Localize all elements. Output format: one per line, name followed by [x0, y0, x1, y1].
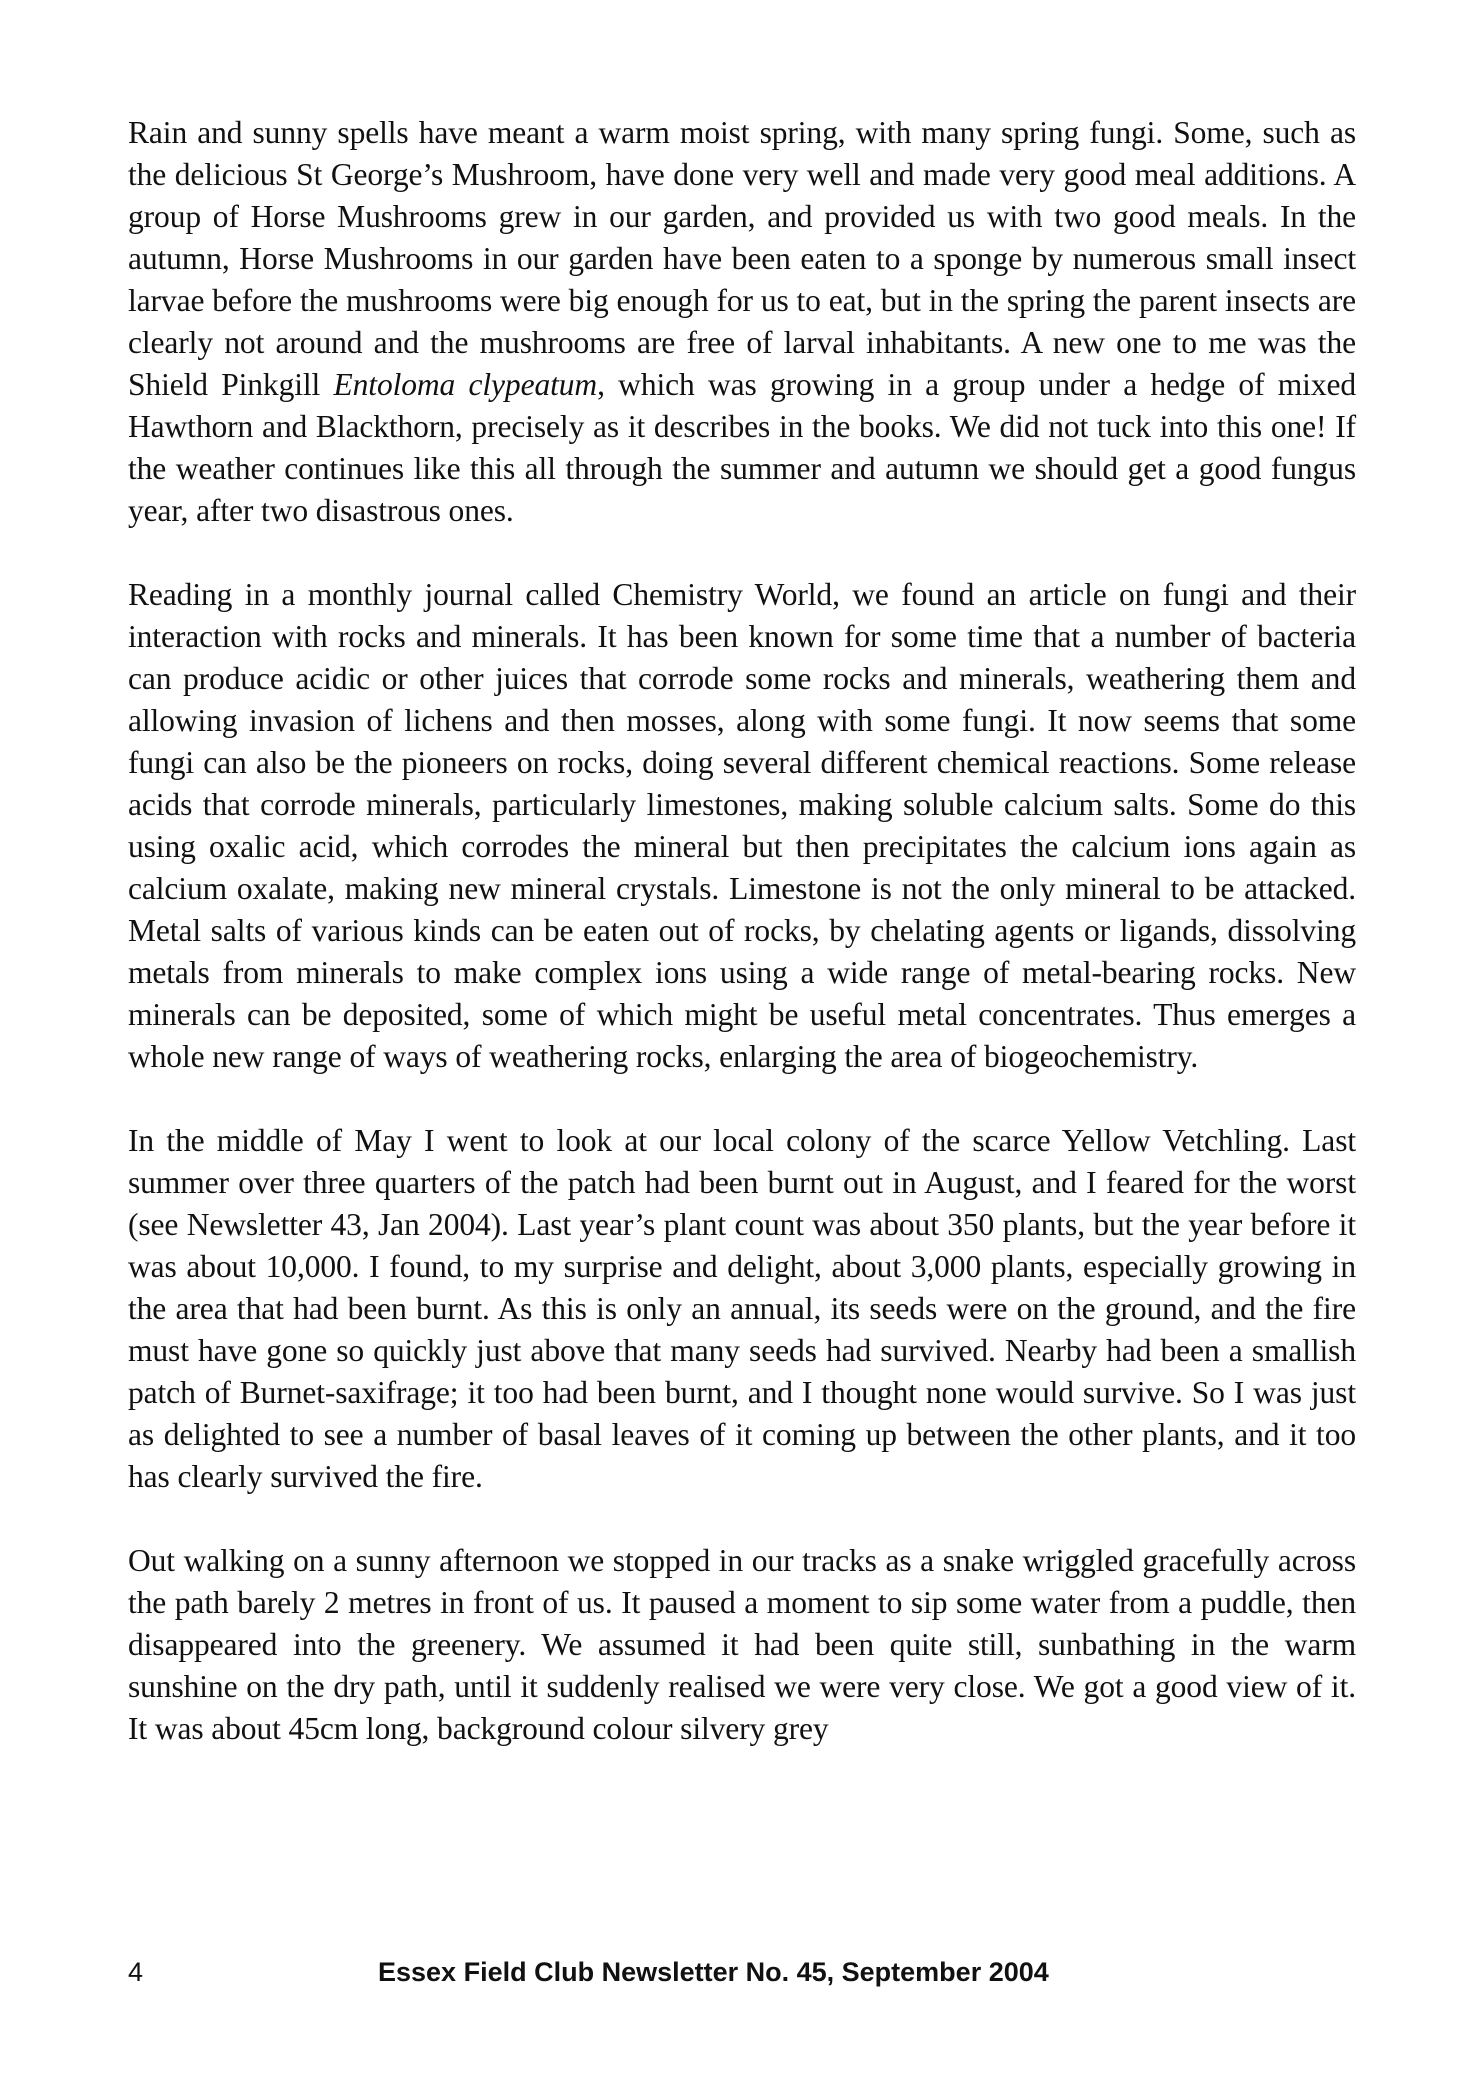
paragraph-text: , which was growing in a group under a hedge of mixed Hawthorn and Blackthorn, precisely as it describes in the books. We did not tuck into this one! If the weather continues like this all through the summer and autumn we should get a good fungus year, after two disastrous ones. [128, 367, 1357, 528]
article-body [128, 112, 1356, 1792]
paragraph-chemistry-world: Reading in a monthly journal called Chemistry World, we found an article on fungi and their interaction with rocks and minerals. It has been known for some time that a number of bacteria can produce acidic or other juices that corrode some rocks and minerals, weathering them and allowing invasion of lichens and then mosses, along with some fungi. It now seems that some fungi can also be the pioneers on rocks, doing several different chemical reactions. Some release acids that corrode minerals, particularly limestones, making soluble calcium salts. Some do this using oxalic acid, which corrodes the mineral but then precipitates the calcium ions again as calcium oxalate, making new mineral crystals. Limestone is not the only mineral to be attacked. Metal salts of various kinds can be eaten out of rocks, by chelating agents or ligands, dissolving metals from minerals to make complex ions using a wide range of metal-bearing rocks. New minerals can be deposited, some of which might be useful metal concentrates. Thus emerges a whole new range of ways of weathering rocks, enlarging the area of biogeochemistry. [128, 577, 1356, 1074]
page-number: 4 [128, 1957, 144, 1987]
paragraph-yellow-vetchling: In the middle of May I went to look at our local colony of the scarce Yellow Vetchling. Last summer over three quarters of the patch had been burnt out in August, and I feared for the worst (see Newsletter 43, Jan 2004). Last year’s plant count was about 350 plants, but the year before it was about 10,000. I found, to my surprise and delight, about 3,000 plants, especially growing in the area that had been burnt. As this is only an annual, its seeds were on the ground, and the fire must have gone so quickly just above that many seeds had survived. Nearby had been a smallish patch of Burnet-saxifrage; it too had been burnt, and I thought none would survive. So I was just as delighted to see a number of basal leaves of it coming up between the other plants, and it too has clearly survived the fire. [128, 1123, 1356, 1494]
species-name-italic: Entoloma clypeatum [333, 367, 598, 402]
newsletter-title: Essex Field Club Newsletter No. 45, September 2004 [378, 1957, 1049, 1987]
paragraph-spring-fungi [128, 112, 1356, 532]
page-footer [128, 1952, 1356, 1992]
paragraph-text: Rain and sunny spells have meant a warm moist spring, with many spring fungi. Some, such as the delicious St George’s Mushroom, have done very well and made very good meal additions. A group of Horse Mushrooms grew in our garden, and provided us with two good meals. In the autumn, Horse Mushrooms in our garden have been eaten to a sponge by numerous small insect larvae before the mushrooms were big enough for us to eat, but in the spring the parent insects are clearly not around and the mushrooms are free of larval inhabitants. A new one to me was the Shield Pinkgill [128, 115, 1356, 402]
paragraph-snake: Out walking on a sunny afternoon we stopped in our tracks as a snake wriggled gracefully across the path barely 2 metres in front of us. It paused a moment to sip some water from a puddle, then disappeared into the greenery. We assumed it had been quite still, sunbathing in the warm sunshine on the dry path, until it suddenly realised we were very close. We got a good view of it. It was about 45cm long, background colour silvery grey [128, 1543, 1356, 1746]
